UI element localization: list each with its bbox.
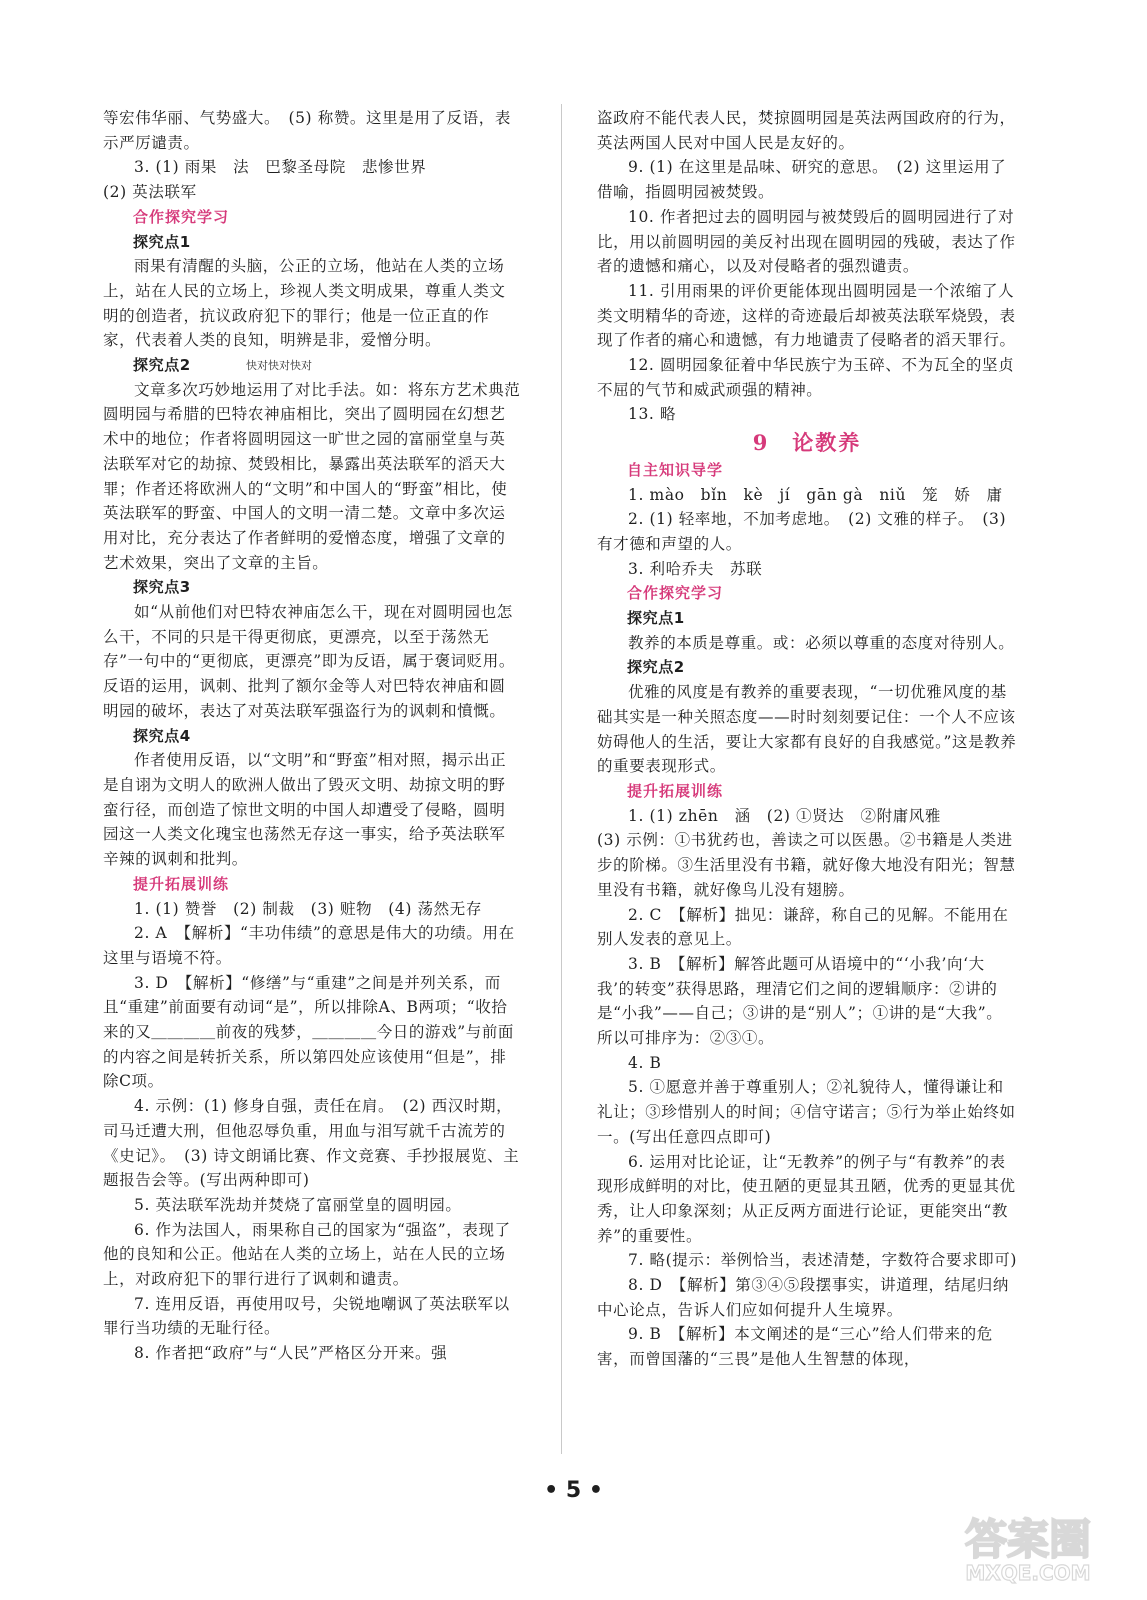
column-divider — [561, 104, 562, 1454]
watermark-logo — [923, 1510, 1133, 1586]
answer-paragraph: 9. B 【解析】本文阐述的是“三心”给人们带来的危害，而曾国藩的“三畏”是他人生智慧的体现， — [597, 1325, 993, 1369]
answer-paragraph: 1. mào bǐn kè jí gān gà niǔ 笼 娇 庸 — [628, 485, 1003, 504]
answer-paragraph: 1. (1) zhēn 涵 (2) ①贤达 ②附庸风雅 — [628, 806, 941, 825]
answer-paragraph: 2. A 【解析】“丰功伟绩”的意思是伟大的功绩。用在这里与语境不符。 — [103, 924, 515, 967]
section-heading: 自主知识导学 — [627, 460, 724, 479]
answer-paragraph: 3. B 【解析】解答此题可从语境中的“‘小我’向‘大我’的转变”获得思路，理清它们之间的逻辑顺序：②讲的是“小我”——自己；③讲的是“别人”；①讲的是“大我”。所以可排序为：②③①。 — [597, 954, 1003, 1048]
answer-paragraph: 2. C 【解析】拙见：谦辞，称自己的见解。不能用在别人发表的意见上。 — [597, 905, 1009, 949]
answer-paragraph: 6. 运用对比论证，让“无教养”的例子与“有教养”的表现形成鲜明的对比，使丑陋的更显其丑陋，优秀的更显其优秀，让人印象深刻；从正反两方面进行论证，更能突出“教养”的重要性。 — [597, 1152, 1016, 1245]
answer-paragraph: 等宏伟华丽、气势盛大。 (5) 称赞。这里是用了反语，表示严厉谴责。 — [103, 109, 511, 152]
answer-paragraph: 10. 作者把过去的圆明园与被焚毁后的圆明园进行了对比，用以前圆明园的美反衬出现在圆明园的残破，表达了作者的遗憾和痛心，以及对侵略者的强烈谴责。 — [597, 207, 1016, 276]
inquiry-point-label: 探究点1 — [627, 609, 685, 628]
section-heading: 合作探究学习 — [627, 584, 724, 603]
inquiry-point-label: 探究点3 — [133, 578, 191, 597]
answer-paragraph: 优雅的风度是有教养的重要表现，“一切优雅风度的基础其实是一种关照态度——时时刻刻要记住：一个人不应该妨碍他人的生活，要让大家都有良好的自我感觉。”这是教养的重要表现形式。 — [597, 683, 1017, 776]
answer-paragraph: 盗政府不能代表人民，焚掠圆明园是英法两国政府的行为，英法两国人民对中国人民是友好的。 — [597, 109, 1016, 152]
section-heading: 提升拓展训练 — [133, 874, 230, 893]
answer-paragraph: 7. 连用反语，再使用叹号，尖锐地嘲讽了英法联军以罪行当功绩的无耻行径。 — [103, 1294, 510, 1338]
lesson-title: 9 论教养 — [752, 430, 862, 456]
answer-paragraph: (2) 英法联军 — [103, 183, 197, 202]
inquiry-point-label: 探究点2 — [627, 658, 685, 677]
inquiry-point-label: 探究点2 — [133, 356, 191, 375]
answer-paragraph: 2. (1) 轻率地，不加考虑地。 (2) 文雅的样子。 (3) 有才德和声望的人。 — [597, 510, 1007, 553]
answer-paragraph: 7. 略(提示：举例恰当，表述清楚，字数符合要求即可) — [628, 1251, 1018, 1270]
answer-paragraph: 9. (1) 在这里是品味、研究的意思。 (2) 这里运用了借喻，指圆明园被焚毁。 — [597, 158, 1007, 202]
left-column — [103, 106, 521, 1366]
answer-paragraph: 3. D 【解析】“修缮”与“重建”之间是并列关系，而且“重建”前面要有动词“是”，所以排除A、B两项；“收拾来的又＿＿＿＿前夜的残梦，＿＿＿＿今日的游戏”与前面的内容之间是转折关系，所以第四处应该使用“但是”，排除C项。 — [103, 973, 515, 1091]
answer-paragraph: 13. 略 — [628, 405, 677, 424]
page-number: • 5 • — [544, 1478, 603, 1503]
answer-paragraph: 文章多次巧妙地运用了对比手法。如：将东方艺术典范圆明园与希腊的巴特农神庙相比，突出了圆明园在幻想艺术中的地位；作者将圆明园这一旷世之园的富丽堂皇与英法联军对它的劫掠、焚毁相比，暴露出英法联军的滔天大罪；作者还将欧洲人的“文明”和中国人的“野蛮”相比，使英法联军的野蛮、中国人的文明一清二楚。文章中多次运用对比，充分表达了作者鲜明的爱憎态度，增强了文章的艺术效果，突出了文章的主旨。 — [103, 380, 521, 572]
answer-paragraph: 1. (1) 赞誉 (2) 制裁 (3) 赃物 (4) 荡然无存 — [134, 899, 482, 918]
answer-paragraph: 3. (1) 雨果 法 巴黎圣母院 悲惨世界 — [134, 158, 427, 177]
answer-paragraph: 教养的本质是尊重。或：必须以尊重的态度对待别人。 — [628, 633, 1015, 652]
answer-paragraph: 12. 圆明园象征着中华民族宁为玉碎、不为瓦全的坚贞不屈的气节和威武顽强的精神。 — [597, 356, 1015, 399]
answer-paragraph: 如“从前他们对巴特农神庙怎么干，现在对圆明园也怎么干，不同的只是干得更彻底，更漂亮，以至于荡然无存”一句中的“更彻底，更漂亮”即为反语，属于褒词贬用。反语的运用，讽刺、批判了额尔金等人对巴特农神庙和圆明园的破坏，表达了对英法联军强盗行为的讽刺和憤慨。 — [103, 603, 515, 720]
section-heading: 提升拓展训练 — [627, 781, 724, 800]
answer-paragraph: 作者使用反语，以“文明”和“野蛮”相对照，揭示出正是自诩为文明人的欧洲人做出了毁灭文明、劫掠文明的野蛮行径，而创造了惊世文明的中国人却遭受了侵略，圆明园这一人类文化瑰宝也荡然无存这一事实，给予英法联军辛辣的讽刺和批判。 — [103, 751, 507, 869]
watermark-title: 答案圈 — [964, 1515, 1092, 1564]
answer-paragraph: (3) 示例：①书犹药也，善读之可以医愚。②书籍是人类进步的阶梯。③生活里没有书籍，就好像大地没有阳光；智慧里没有书籍，就好像鸟儿没有翅膀。 — [597, 831, 1016, 899]
right-column — [597, 106, 1017, 1372]
inquiry-point-label: 探究点1 — [133, 232, 191, 251]
answer-paragraph: 3. 利哈乔夫 苏联 — [628, 559, 763, 578]
answer-paragraph: 6. 作为法国人，雨果称自己的国家为“强盗”，表现了他的良知和公正。他站在人类的立场上，站在人民的立场上，对政府犯下的罪行进行了讽刺和谴责。 — [103, 1220, 511, 1289]
watermark-url: MXQE.COM — [965, 1561, 1091, 1585]
answer-paragraph: 雨果有清醒的头脑，公正的立场，他站在人类的立场上，站在人民的立场上，珍视人类文明成果，尊重人类文明的创造者，抗议政府犯下的罪行；他是一位正直的作家，代表着人类的良知，明辨是非，爱憎分明。 — [103, 257, 506, 350]
answer-paragraph: 5. 英法联军洗劫并焚烧了富丽堂皇的圆明园。 — [134, 1195, 462, 1214]
handwritten-note: 快对快对快对 — [246, 359, 312, 372]
answer-paragraph: 11. 引用雨果的评价更能体现出圆明园是一个浓缩了人类文明精华的奇迹，这样的奇迹最后却被英法联军烧毁，表现了作者的痛心和遗憾，有力地谴责了侵略者的滔天罪行。 — [597, 281, 1016, 350]
answer-paragraph: 4. 示例：(1) 修身自强，责任在肩。 (2) 西汉时期，司马迁遭大刑，但他忍辱负重，用血与泪写就千古流芳的《史记》。 (3) 诗文朗诵比赛、作文竞赛、手抄报展览、主题报告会等。(写出两种即可) — [103, 1097, 520, 1190]
section-heading: 合作探究学习 — [133, 207, 230, 226]
answer-paragraph: 4. B — [628, 1053, 662, 1072]
answer-paragraph: 8. D 【解析】第③④⑤段摆事实，讲道理，结尾归纳中心论点，告诉人们应如何提升人生境界。 — [597, 1276, 1009, 1319]
answer-paragraph: 5. ①愿意并善于尊重别人；②礼貌待人，懂得谦让和礼让；③珍惜别人的时间；④信守诺言；⑤行为举止始终如一。(写出任意四点即可) — [597, 1078, 1016, 1146]
inquiry-point-label: 探究点4 — [133, 726, 191, 745]
answer-paragraph: 8. 作者把“政府”与“人民”严格区分开来。强 — [134, 1344, 448, 1363]
